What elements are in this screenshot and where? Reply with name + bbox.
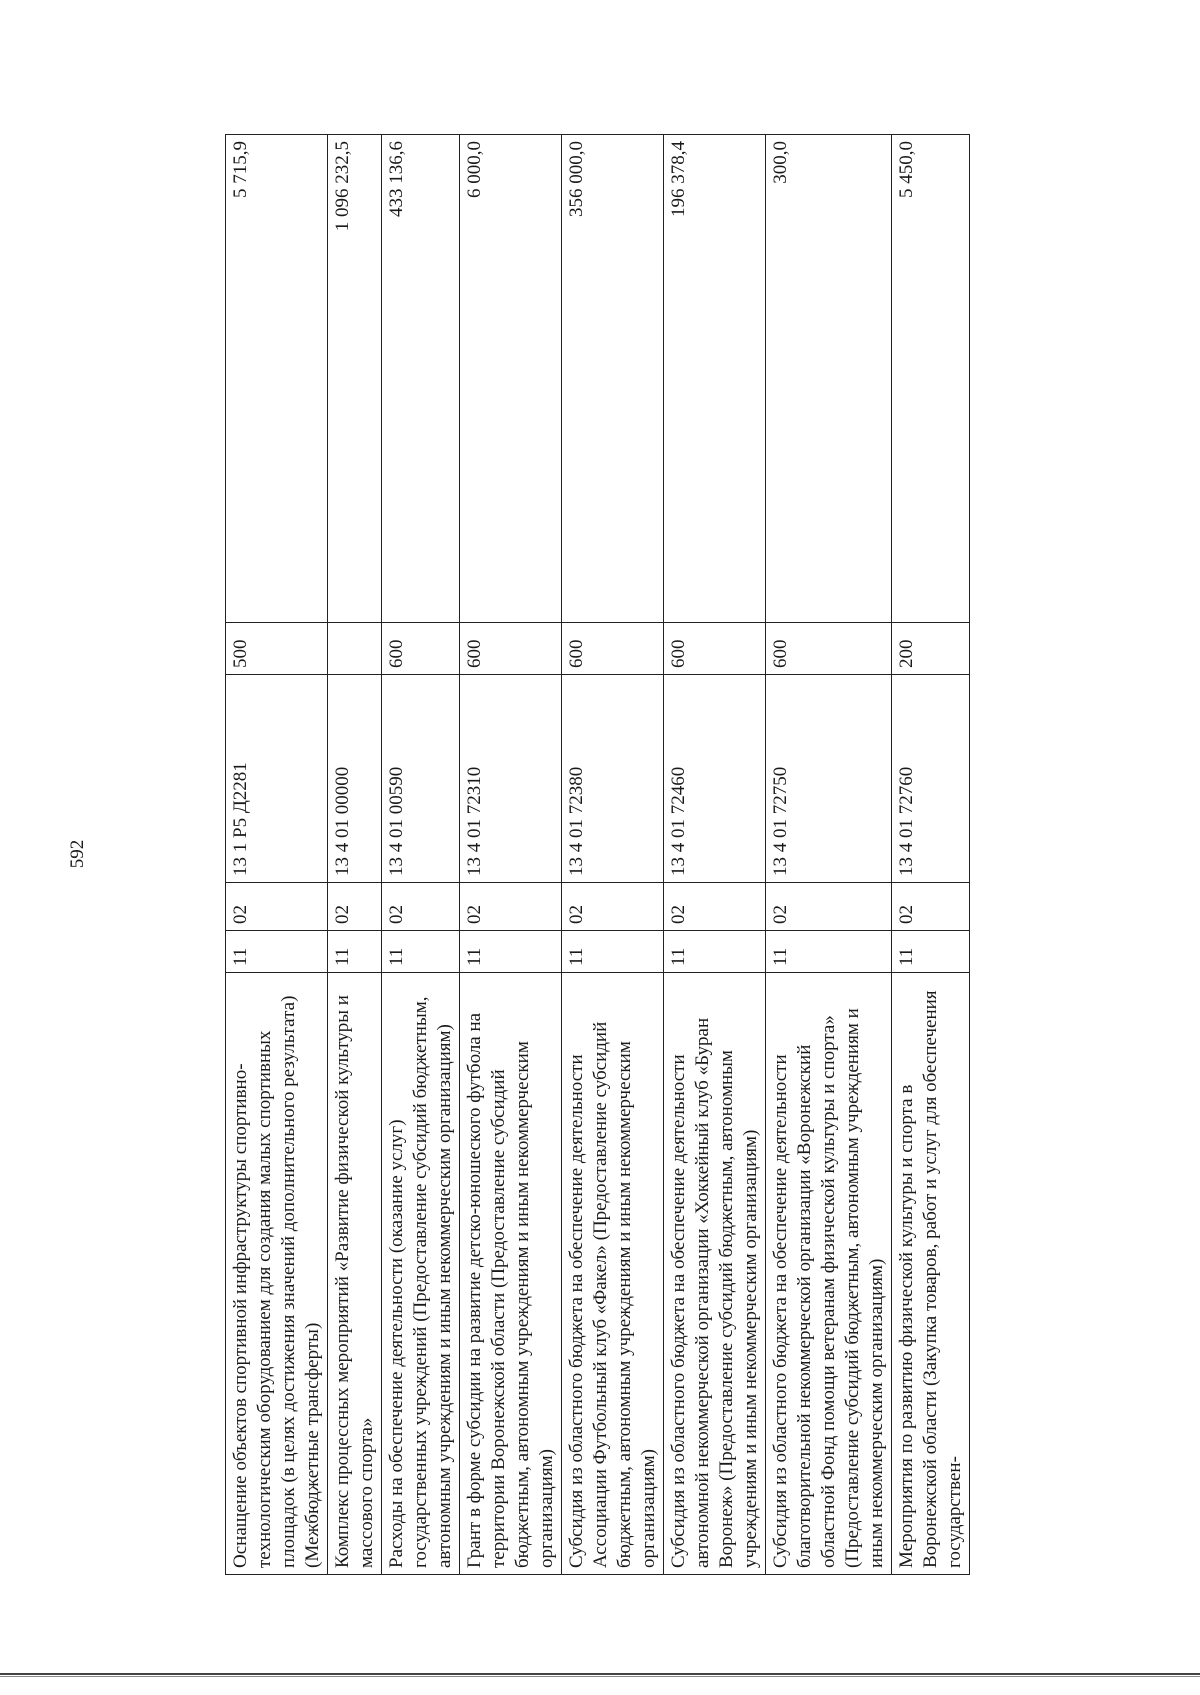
- scan-edge-line: [0, 1673, 1200, 1675]
- budget-table: [225, 134, 970, 1575]
- row-section: 11: [460, 931, 562, 973]
- table-row: [328, 135, 382, 1575]
- row-amount: 5 715,9: [226, 135, 328, 623]
- table-row: [562, 135, 664, 1575]
- row-expense-type: 500: [226, 623, 328, 675]
- table-row: [892, 135, 970, 1575]
- row-target-item: 13 4 01 72760: [892, 675, 970, 883]
- page-number: 592: [67, 839, 88, 869]
- row-amount: 356 000,0: [562, 135, 664, 623]
- row-name: Комплекс процессных мероприятий «Развитие физической культуры и массового спорта»: [328, 973, 382, 1575]
- row-name: Субсидия из областного бюджета на обеспечение деятельности благотворительной некоммерческой организации «Воронежский областной Фонд помощи ветеранам физической культуры и спорта» (Предоставление субсидий бюджетным, автономным учреждениям и иным некоммерческим организациям): [766, 973, 892, 1575]
- row-amount: 300,0: [766, 135, 892, 623]
- row-subsection: 02: [766, 883, 892, 931]
- row-target-item: 13 4 01 72750: [766, 675, 892, 883]
- table-row: [226, 135, 328, 1575]
- row-amount: 433 136,6: [382, 135, 460, 623]
- table-row: [460, 135, 562, 1575]
- row-name: Субсидия из областного бюджета на обеспечение деятельности Ассоциации Футбольный клуб «Факел» (Предоставление субсидий бюджетным, автономным учреждениям и иным некоммерческим организациям): [562, 973, 664, 1575]
- row-target-item: 13 1 Р5 Д2281: [226, 675, 328, 883]
- row-name: Расходы на обеспечение деятельности (оказание услуг) государственных учреждений (Предоставление субсидий бюджетным, автономным учреждениям и иным некоммерческим организациям): [382, 973, 460, 1575]
- row-section: 11: [664, 931, 766, 973]
- table-row: [766, 135, 892, 1575]
- scan-edge-line: [0, 1676, 1200, 1677]
- row-name: Субсидия из областного бюджета на обеспечение деятельности автономной некоммерческой организации «Хоккейный клуб «Буран Воронеж» (Предоставление субсидий бюджетным, автономным учреждениям и иным некоммерческим организациям): [664, 973, 766, 1575]
- row-amount: 196 378,4: [664, 135, 766, 623]
- row-amount: 5 450,0: [892, 135, 970, 623]
- row-expense-type: 600: [664, 623, 766, 675]
- row-subsection: 02: [226, 883, 328, 931]
- row-subsection: 02: [562, 883, 664, 931]
- row-section: 11: [328, 931, 382, 973]
- rotated-page-content: [225, 135, 1075, 1575]
- row-expense-type: [328, 623, 382, 675]
- row-name: Оснащение объектов спортивной инфраструктуры спортивно-технологическим оборудованием для создания малых спортивных площадок (в целях достижения значений дополнительного результата) (Межбюджетные трансферты): [226, 973, 328, 1575]
- row-section: 11: [892, 931, 970, 973]
- row-expense-type: 600: [382, 623, 460, 675]
- row-target-item: 13 4 01 72380: [562, 675, 664, 883]
- row-amount: 6 000,0: [460, 135, 562, 623]
- row-target-item: 13 4 01 00000: [328, 675, 382, 883]
- row-target-item: 13 4 01 72460: [664, 675, 766, 883]
- table-row: [382, 135, 460, 1575]
- row-target-item: 13 4 01 72310: [460, 675, 562, 883]
- row-amount: 1 096 232,5: [328, 135, 382, 623]
- row-target-item: 13 4 01 00590: [382, 675, 460, 883]
- row-section: 11: [562, 931, 664, 973]
- row-name: Мероприятия по развитию физической культуры и спорта в Воронежской области (Закупка товаров, работ и услуг для обеспечения государствен-: [892, 973, 970, 1575]
- row-subsection: 02: [382, 883, 460, 931]
- row-section: 11: [382, 931, 460, 973]
- row-section: 11: [226, 931, 328, 973]
- row-subsection: 02: [328, 883, 382, 931]
- table-row: [664, 135, 766, 1575]
- row-expense-type: 600: [766, 623, 892, 675]
- row-subsection: 02: [664, 883, 766, 931]
- row-section: 11: [766, 931, 892, 973]
- row-name: Грант в форме субсидии на развитие детско-юношеского футбола на территории Воронежской области (Предоставление субсидий бюджетным, автономным учреждениям и иным некоммерческим организациям): [460, 973, 562, 1575]
- row-expense-type: 600: [460, 623, 562, 675]
- row-subsection: 02: [460, 883, 562, 931]
- row-subsection: 02: [892, 883, 970, 931]
- row-expense-type: 200: [892, 623, 970, 675]
- row-expense-type: 600: [562, 623, 664, 675]
